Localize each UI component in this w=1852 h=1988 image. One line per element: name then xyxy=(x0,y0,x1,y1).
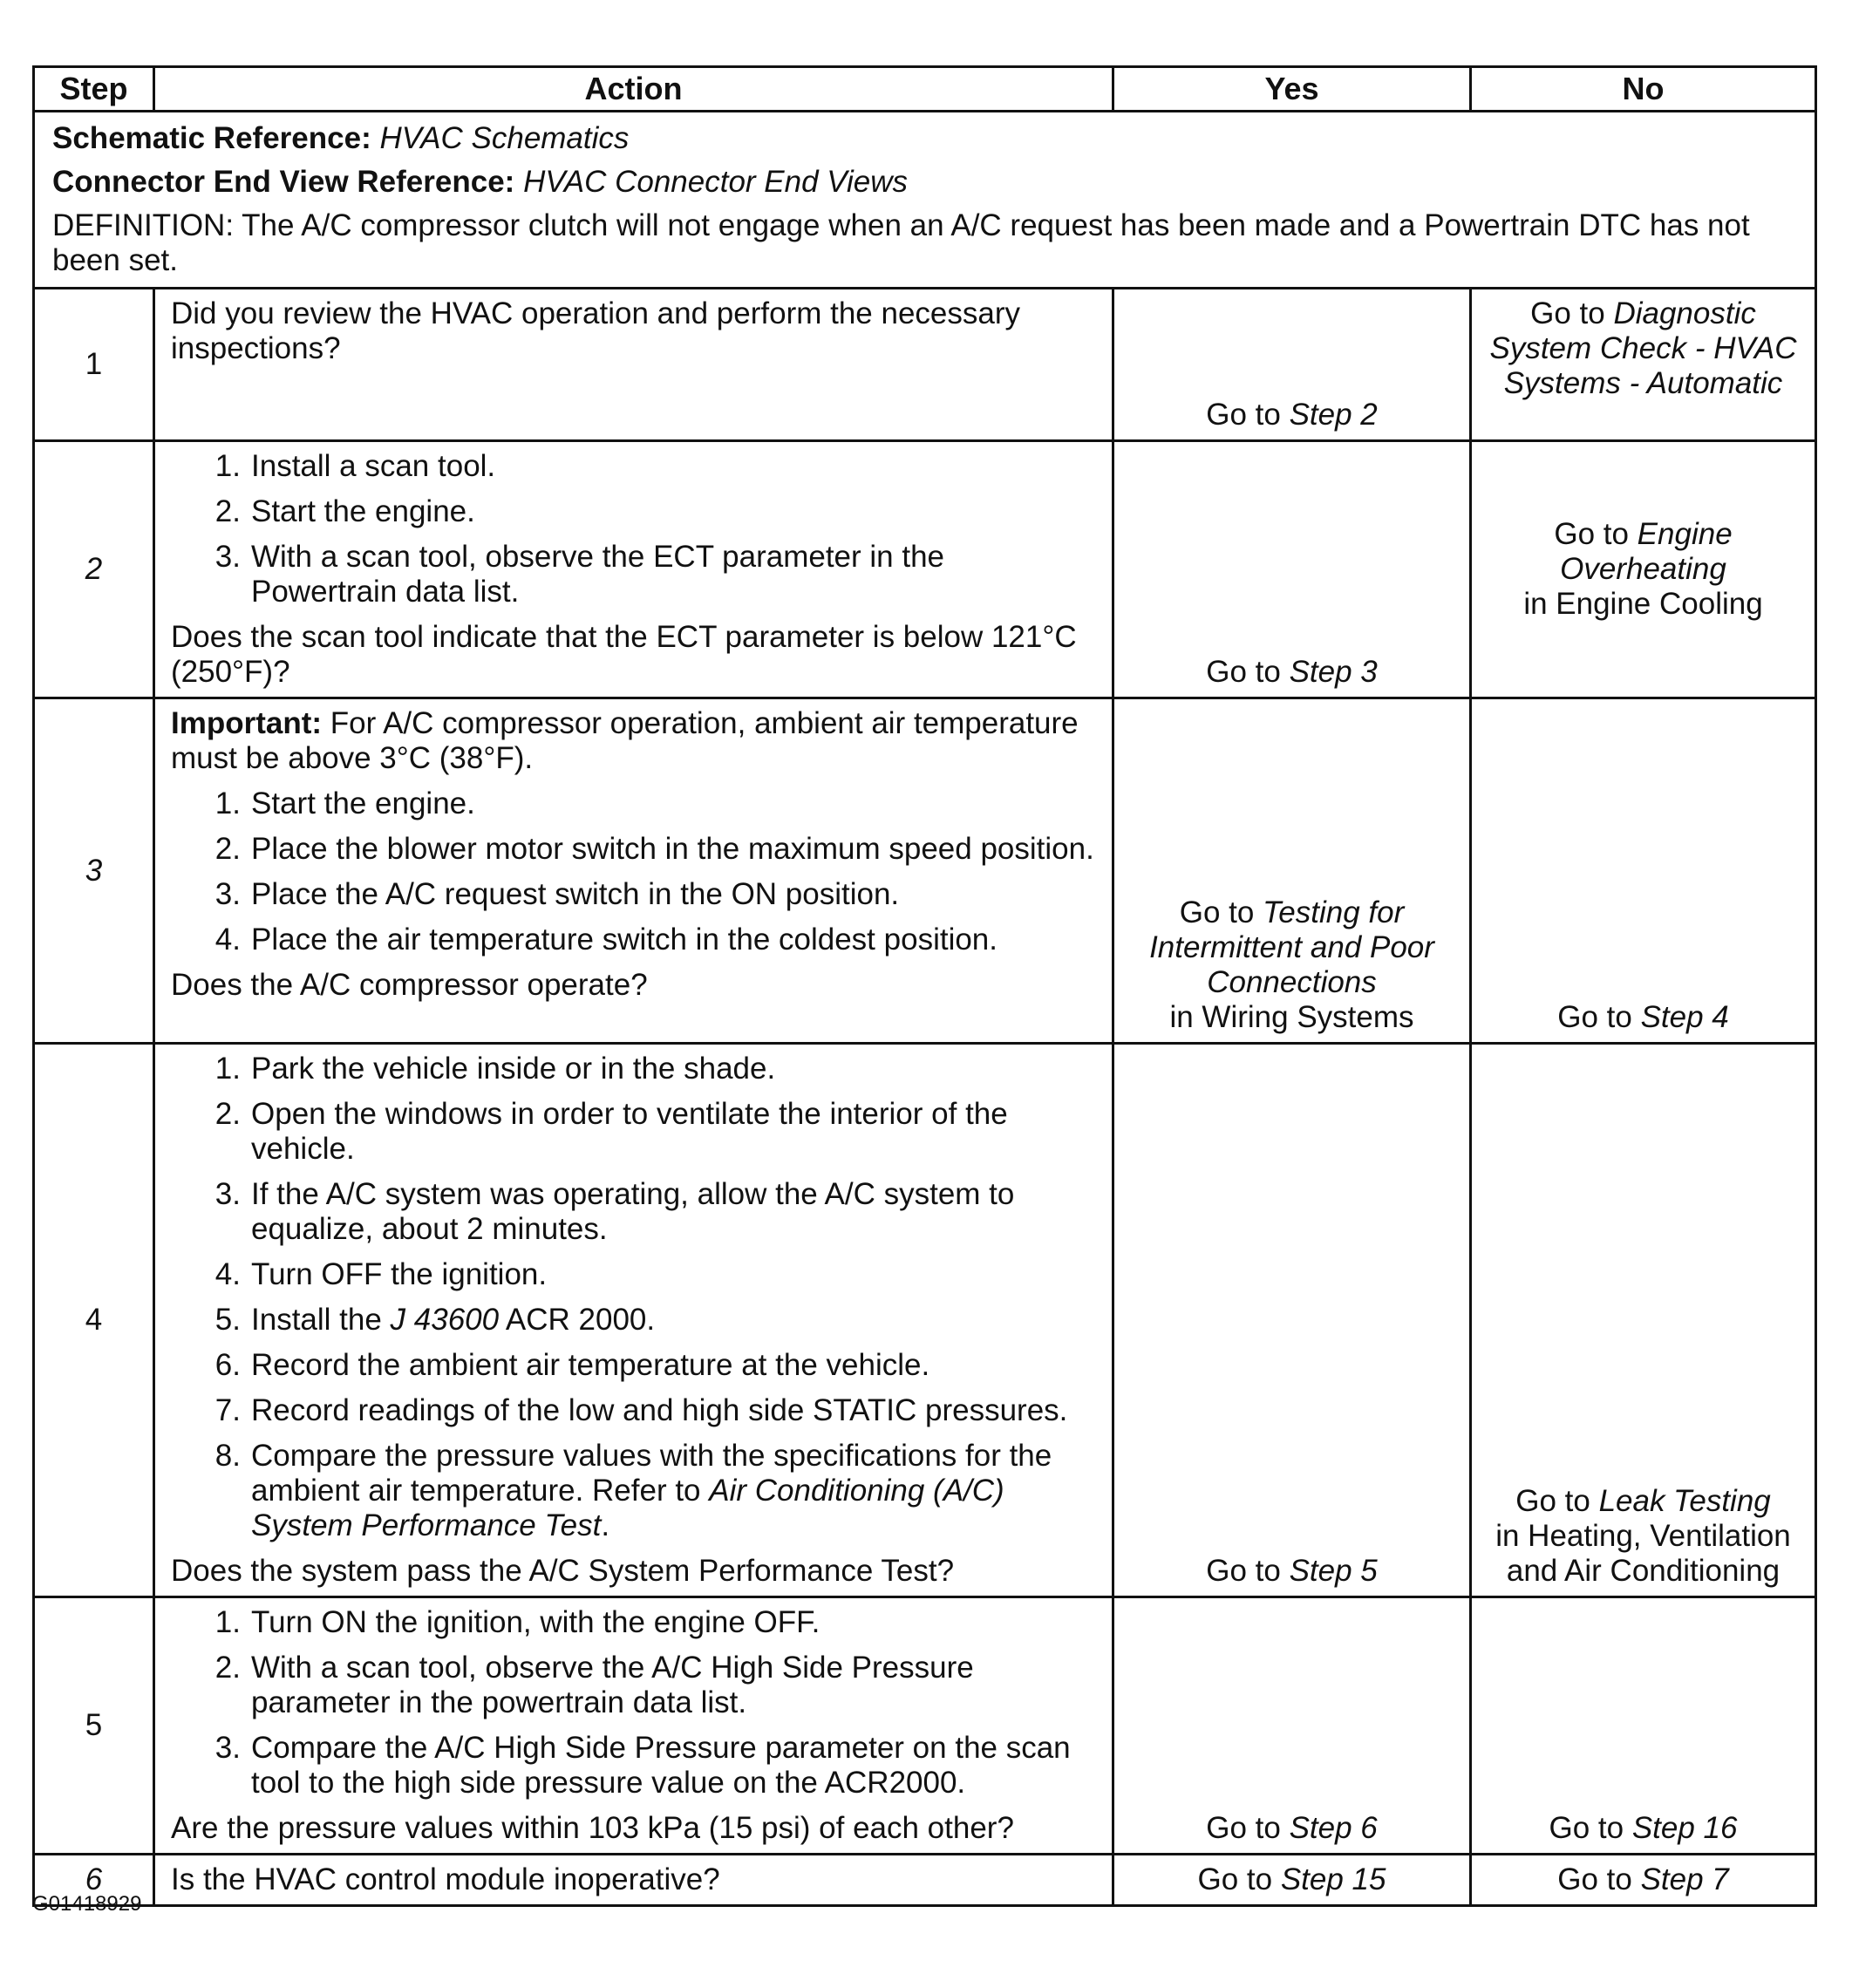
item-number: 3. xyxy=(214,877,241,911)
item-text-part: Compare the pressure values with the specifications for the ambient air temperature. Refer to xyxy=(251,1439,1052,1508)
important-note xyxy=(171,706,1096,776)
step-number xyxy=(34,698,154,1044)
action-cell xyxy=(154,289,1113,441)
step-question: Are the pressure values within 103 kPa (15 psi) of each other? xyxy=(171,1811,1014,1845)
table-row xyxy=(34,289,1816,441)
yes-cell xyxy=(1113,289,1471,441)
no-link[interactable]: Step 4 xyxy=(1640,1000,1729,1034)
yes-cell xyxy=(1113,698,1471,1044)
header-yes: Yes xyxy=(1113,67,1471,112)
header-row xyxy=(34,67,1816,112)
item-number: 8. xyxy=(214,1439,241,1473)
table-row xyxy=(34,441,1816,698)
reference-cell xyxy=(34,112,1816,289)
list-item xyxy=(171,1257,1096,1292)
step-number-text: 6 xyxy=(85,1862,103,1896)
no-cell xyxy=(1471,1855,1816,1906)
item-text: If the A/C system was operating, allow the A/C system to equalize, about 2 minutes. xyxy=(251,1177,1015,1246)
table-row xyxy=(34,698,1816,1044)
performance-test-link[interactable]: Air Conditioning (A/C) System Performance Test xyxy=(251,1474,1004,1542)
action-list xyxy=(171,1605,1096,1801)
no-cell xyxy=(1471,698,1816,1044)
go-to-text: Go to xyxy=(1549,1811,1632,1845)
step-question: Does the scan tool indicate that the ECT parameter is below 121°C (250°F)? xyxy=(171,620,1077,689)
header-no: No xyxy=(1471,67,1816,112)
connector-reference-link[interactable]: HVAC Connector End Views xyxy=(523,165,909,199)
diagnostic-table-container xyxy=(32,65,1815,1907)
go-to-text: Go to xyxy=(1530,296,1614,330)
no-cell xyxy=(1471,289,1816,441)
table-row xyxy=(34,1044,1816,1597)
go-to-text: Go to xyxy=(1515,1484,1599,1518)
item-number: 7. xyxy=(214,1393,241,1427)
table-row xyxy=(34,1597,1816,1855)
item-text: Start the engine. xyxy=(251,494,475,528)
reference-row xyxy=(34,112,1816,289)
item-number: 4. xyxy=(214,1257,241,1291)
item-text: Place the A/C request switch in the ON position. xyxy=(251,877,900,911)
no-cell xyxy=(1471,1597,1816,1855)
item-number: 6. xyxy=(214,1348,241,1382)
important-text: For A/C compressor operation, ambient air temperature must be above 3°C (38°F). xyxy=(171,706,1079,775)
schematic-reference-link[interactable]: HVAC Schematics xyxy=(379,121,630,155)
step-number-text: 3 xyxy=(85,853,103,888)
step-question: Is the HVAC control module inoperative? xyxy=(171,1862,720,1896)
yes-cell xyxy=(1113,1597,1471,1855)
list-item xyxy=(171,1651,1096,1720)
no-suffix: in Heating, Ventilation and Air Conditioning xyxy=(1495,1519,1791,1588)
connector-reference xyxy=(52,165,1797,200)
no-link[interactable]: Engine Overheating xyxy=(1560,517,1733,586)
item-text: Place the blower motor switch in the maximum speed position. xyxy=(251,832,1094,866)
step-number: 5 xyxy=(34,1597,154,1855)
yes-link[interactable]: Testing for Intermittent and Poor Connections xyxy=(1149,895,1434,999)
item-text-part: . xyxy=(601,1508,610,1542)
go-to-text: Go to xyxy=(1554,517,1638,551)
action-cell xyxy=(154,441,1113,698)
item-text: Open the windows in order to ventilate the interior of the vehicle. xyxy=(251,1097,1008,1166)
list-item xyxy=(171,449,1096,484)
action-cell xyxy=(154,1597,1113,1855)
no-link[interactable]: Step 16 xyxy=(1631,1811,1738,1845)
list-item xyxy=(171,1097,1096,1167)
action-cell xyxy=(154,698,1113,1044)
no-link[interactable]: Leak Testing xyxy=(1598,1484,1771,1518)
item-text: Park the vehicle inside or in the shade. xyxy=(251,1052,776,1086)
list-item xyxy=(171,1052,1096,1086)
step-question: Did you review the HVAC operation and perform the necessary inspections? xyxy=(171,296,1021,365)
yes-suffix: in Wiring Systems xyxy=(1169,1000,1414,1034)
go-to-text: Go to xyxy=(1206,398,1290,432)
item-text xyxy=(251,1439,1096,1543)
list-item xyxy=(171,494,1096,529)
go-to-text: Go to xyxy=(1197,1862,1281,1896)
item-text: Start the engine. xyxy=(251,786,475,820)
schematic-reference xyxy=(52,121,1797,156)
definition-text: DEFINITION: The A/C compressor clutch will not engage when an A/C request has been made and a Powertrain DTC has not been set. xyxy=(52,208,1750,277)
no-link[interactable]: Step 7 xyxy=(1640,1862,1729,1896)
item-text: Record the ambient air temperature at the vehicle. xyxy=(251,1348,930,1382)
item-number: 1. xyxy=(214,1605,241,1639)
no-suffix: in Engine Cooling xyxy=(1523,587,1763,621)
action-list xyxy=(171,449,1096,609)
item-text: Turn OFF the ignition. xyxy=(251,1257,548,1291)
yes-link[interactable]: Step 3 xyxy=(1289,655,1378,689)
step-number xyxy=(34,441,154,698)
step-question: Does the system pass the A/C System Performance Test? xyxy=(171,1554,955,1588)
yes-cell xyxy=(1113,1044,1471,1597)
action-cell xyxy=(154,1855,1113,1906)
step-number: 1 xyxy=(34,289,154,441)
action-list xyxy=(171,786,1096,957)
item-number: 3. xyxy=(214,1177,241,1211)
schematic-reference-label: Schematic Reference: xyxy=(52,121,371,155)
list-item xyxy=(171,1303,1096,1338)
list-item xyxy=(171,1439,1096,1543)
item-number: 3. xyxy=(214,1731,241,1765)
step-question: Does the A/C compressor operate? xyxy=(171,968,648,1002)
item-number: 1. xyxy=(214,786,241,820)
step-number: 4 xyxy=(34,1044,154,1597)
list-item xyxy=(171,832,1096,867)
important-label: Important: xyxy=(171,706,323,740)
no-link[interactable]: Diagnostic System Check - HVAC Systems - Automatic xyxy=(1489,296,1797,400)
list-item xyxy=(171,786,1096,821)
step-number-text: 2 xyxy=(85,552,103,586)
yes-link[interactable]: Step 2 xyxy=(1289,398,1378,432)
item-number: 2. xyxy=(214,1651,241,1685)
yes-cell xyxy=(1113,1855,1471,1906)
yes-link[interactable]: Step 5 xyxy=(1289,1554,1378,1588)
go-to-text: Go to xyxy=(1206,655,1290,689)
no-cell xyxy=(1471,1044,1816,1597)
go-to-text: Go to xyxy=(1206,1554,1290,1588)
tool-number: J 43600 xyxy=(390,1303,500,1337)
item-number: 2. xyxy=(214,494,241,528)
item-number: 1. xyxy=(214,1052,241,1086)
item-number: 2. xyxy=(214,832,241,866)
diagnostic-table xyxy=(32,65,1817,1907)
item-text: With a scan tool, observe the ECT parameter in the Powertrain data list. xyxy=(251,540,945,609)
yes-link[interactable]: Step 15 xyxy=(1280,1862,1386,1896)
item-text: Compare the A/C High Side Pressure parameter on the scan tool to the high side pressure value on the ACR2000. xyxy=(251,1731,1071,1800)
list-item xyxy=(171,1731,1096,1801)
item-text: Turn ON the ignition, with the engine OFF. xyxy=(251,1605,820,1639)
go-to-text: Go to xyxy=(1206,1811,1290,1845)
list-item xyxy=(171,923,1096,957)
header-action: Action xyxy=(154,67,1113,112)
go-to-text: Go to xyxy=(1179,895,1263,929)
figure-code: G01418929 xyxy=(32,1892,142,1916)
item-number: 5. xyxy=(214,1303,241,1337)
action-list xyxy=(171,1052,1096,1543)
connector-reference-label: Connector End View Reference: xyxy=(52,165,515,199)
yes-cell xyxy=(1113,441,1471,698)
yes-link[interactable]: Step 6 xyxy=(1289,1811,1378,1845)
list-item xyxy=(171,1605,1096,1640)
go-to-text: Go to xyxy=(1557,1000,1641,1034)
go-to-text: Go to xyxy=(1557,1862,1641,1896)
item-text: Install a scan tool. xyxy=(251,449,496,483)
item-text-part: ACR 2000. xyxy=(499,1303,656,1337)
item-number: 2. xyxy=(214,1097,241,1131)
header-step: Step xyxy=(34,67,154,112)
item-number: 1. xyxy=(214,449,241,483)
no-cell xyxy=(1471,441,1816,698)
list-item xyxy=(171,540,1096,609)
list-item xyxy=(171,1348,1096,1383)
item-text: Record readings of the low and high side STATIC pressures. xyxy=(251,1393,1068,1427)
item-number: 4. xyxy=(214,923,241,957)
list-item xyxy=(171,1177,1096,1247)
item-text: With a scan tool, observe the A/C High Side Pressure parameter in the powertrain data list. xyxy=(251,1651,974,1719)
item-text xyxy=(251,1303,1096,1338)
list-item xyxy=(171,877,1096,912)
item-text-part: Install the xyxy=(251,1303,391,1337)
item-number: 3. xyxy=(214,540,241,574)
list-item xyxy=(171,1393,1096,1428)
item-text: Place the air temperature switch in the coldest position. xyxy=(251,923,997,957)
action-cell xyxy=(154,1044,1113,1597)
table-row xyxy=(34,1855,1816,1906)
